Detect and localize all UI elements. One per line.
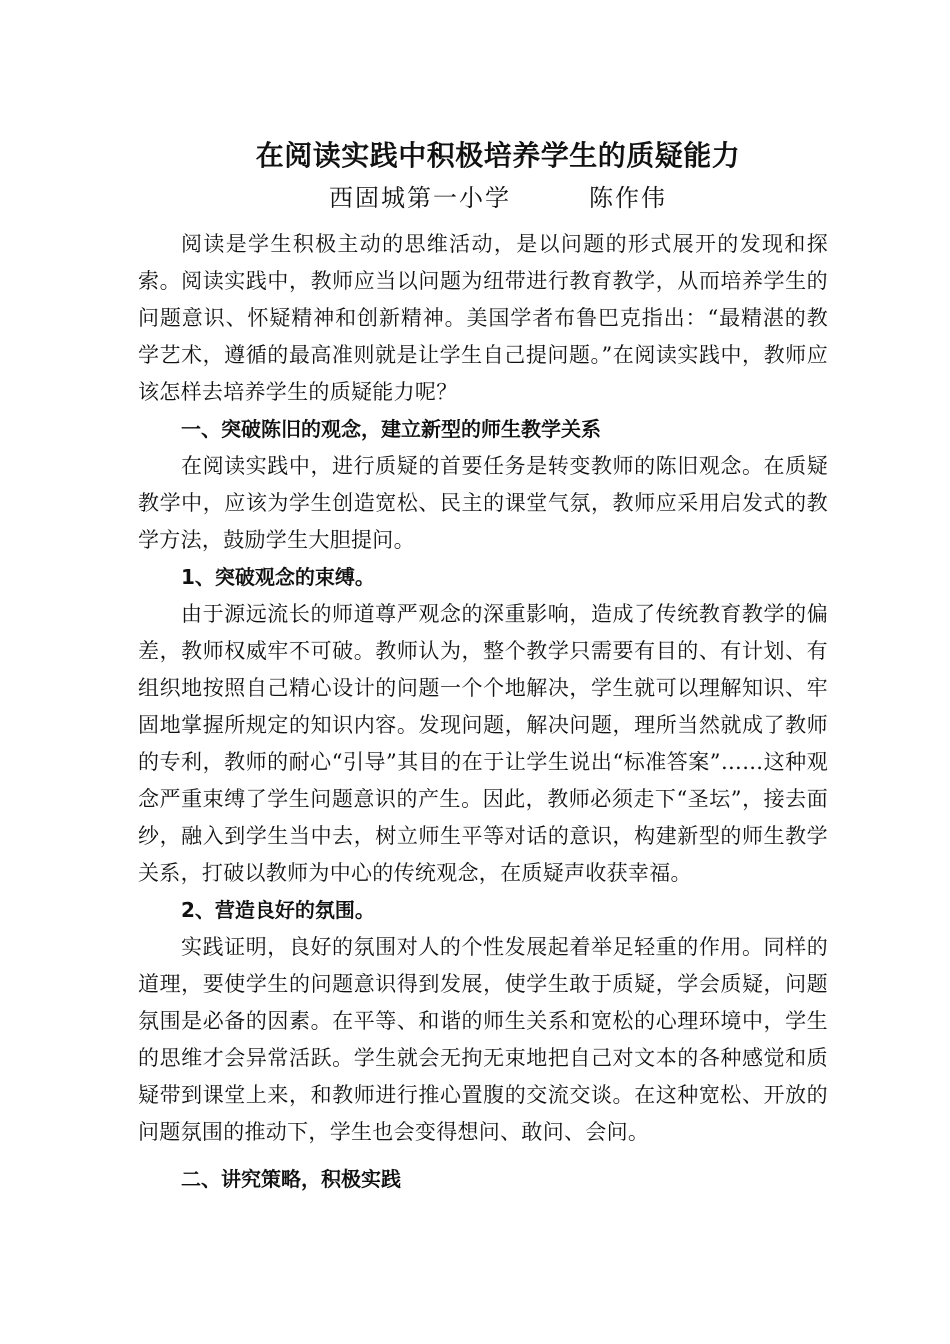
document-page <box>138 136 828 1198</box>
section-heading-1: 一、突破陈旧的观念，建立新型的师生教学关系 <box>181 417 601 441</box>
paragraph-subsection-1-1: 由于源远流长的师道尊严观念的深重影响，造成了传统教育教学的偏差，教师权威牢不可破。教师认为，整个教学只需要有目的、有计划、有组织地按照自己精心设计的问题一个个地解决，学生就可以理解知识、牢固地掌握所规定的知识内容。发现问题，解决问题，理所当然就成了教师的专利，教师的耐心“引导”其目的在于让学生说出“标准答案”……这种观念严重束缚了学生问题意识的产生。因此，教师必须走下“圣坛”，接去面纱，融入到学生当中去，树立师生平等对话的意识，构建新型的师生教学关系，打破以教师为中心的传统观念，在质疑声收获幸福。 <box>138 602 828 885</box>
subheading-1-2: 2、营造良好的氛围。 <box>181 898 375 922</box>
author-byline: 西固城第一小学 陈作伟 <box>329 184 667 212</box>
section-heading-2: 二、讲究策略，积极实践 <box>181 1167 401 1191</box>
subheading-1-1: 1、突破观念的束缚。 <box>181 565 375 589</box>
paragraph-intro: 阅读是学生积极主动的思维活动，是以问题的形式展开的发现和探索。阅读实践中，教师应当以问题为纽带进行教育教学，从而培养学生的问题意识、怀疑精神和创新精神。美国学者布鲁巴克指出：“最精湛的教学艺术，遵循的最高准则就是让学生自己提问题。”在阅读实践中，教师应该怎样去培养学生的质疑能力呢？ <box>138 232 828 404</box>
paragraph-section-1: 在阅读实践中，进行质疑的首要任务是转变教师的陈旧观念。在质疑教学中，应该为学生创造宽松、民主的课堂气氛，教师应采用启发式的教学方法，鼓励学生大胆提问。 <box>138 454 828 552</box>
document-title: 在阅读实践中积极培养学生的质疑能力 <box>255 139 741 172</box>
paragraph-subsection-1-2: 实践证明，良好的氛围对人的个性发展起着举足轻重的作用。同样的道理，要使学生的问题意识得到发展，使学生敢于质疑，学会质疑，问题氛围是必备的因素。在平等、和谐的师生关系和宽松的心理环境中，学生的思维才会异常活跃。学生就会无拘无束地把自己对文本的各种感觉和质疑带到课堂上来，和教师进行推心置腹的交流交谈。在这种宽松、开放的问题氛围的推动下，学生也会变得想问、敢问、会问。 <box>138 935 828 1144</box>
